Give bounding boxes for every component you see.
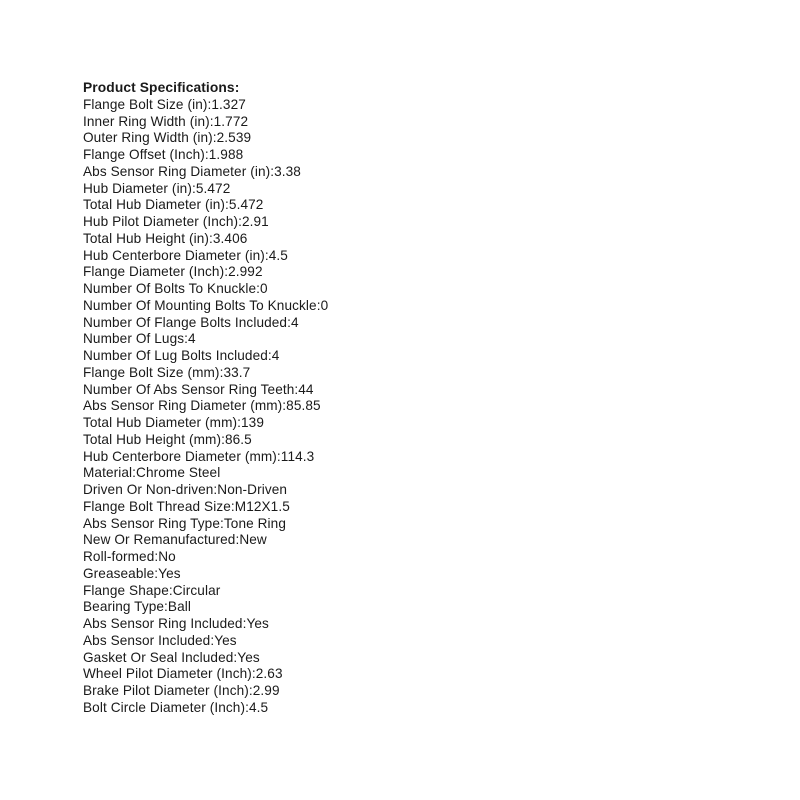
spec-row: Total Hub Height (mm):86.5: [83, 431, 252, 447]
spec-row: Bolt Circle Diameter (Inch):4.5: [83, 699, 269, 715]
spec-row: Abs Sensor Ring Included:Yes: [83, 616, 269, 631]
spec-row: Driven Or Non-driven:Non-Driven: [83, 482, 288, 497]
spec-row: Flange Bolt Size (mm):33.7: [83, 364, 251, 380]
spec-row: Number Of Abs Sensor Ring Teeth:44: [83, 381, 314, 397]
spec-row: Roll-formed:No: [83, 549, 176, 564]
spec-row: Greaseable:Yes: [83, 565, 181, 581]
spec-row: Material:Chrome Steel: [83, 465, 221, 481]
spec-row: Flange Offset (Inch):1.988: [83, 147, 244, 162]
spec-row: Gasket Or Seal Included:Yes: [83, 649, 260, 665]
spec-row: Abs Sensor Ring Type:Tone Ring: [83, 515, 286, 531]
spec-row: Total Hub Diameter (mm):139: [83, 415, 264, 430]
spec-row: Wheel Pilot Diameter (Inch):2.63: [83, 666, 283, 682]
spec-row: Flange Shape:Circular: [83, 582, 221, 598]
spec-row: Abs Sensor Included:Yes: [83, 632, 237, 648]
spec-row: Hub Pilot Diameter (Inch):2.91: [83, 214, 269, 229]
spec-row: Outer Ring Width (in):2.539: [83, 130, 252, 146]
spec-row: Flange Bolt Size (in):1.327: [83, 96, 246, 112]
spec-row: Number Of Lugs:4: [83, 331, 196, 347]
spec-row: Bearing Type:Ball: [83, 599, 192, 615]
spec-row: Number Of Mounting Bolts To Knuckle:0: [83, 297, 329, 313]
spec-row: Number Of Bolts To Knuckle:0: [83, 281, 268, 296]
spec-row: New Or Remanufactured:New: [83, 532, 267, 548]
spec-row: Hub Centerbore Diameter (in):4.5: [83, 247, 288, 263]
spec-row: Abs Sensor Ring Diameter (mm):85.85: [83, 398, 321, 414]
spec-row: Abs Sensor Ring Diameter (in):3.38: [83, 163, 301, 179]
spec-row: Hub Centerbore Diameter (mm):114.3: [83, 448, 315, 464]
spec-row: Number Of Lug Bolts Included:4: [83, 348, 280, 363]
spec-row: Brake Pilot Diameter (Inch):2.99: [83, 683, 280, 698]
spec-list: [83, 97, 328, 717]
spec-row: Total Hub Height (in):3.406: [83, 230, 248, 246]
spec-row: Total Hub Diameter (in):5.472: [83, 197, 264, 213]
spec-row: Flange Bolt Thread Size:M12X1.5: [83, 498, 290, 514]
spec-sheet-title: Product Specifications:: [83, 80, 240, 95]
spec-row: Inner Ring Width (in):1.772: [83, 113, 249, 129]
spec-row: Hub Diameter (in):5.472: [83, 180, 231, 196]
spec-row: Flange Diameter (Inch):2.992: [83, 264, 263, 280]
product-spec-sheet: [83, 80, 328, 717]
spec-row: Number Of Flange Bolts Included:4: [83, 314, 299, 330]
